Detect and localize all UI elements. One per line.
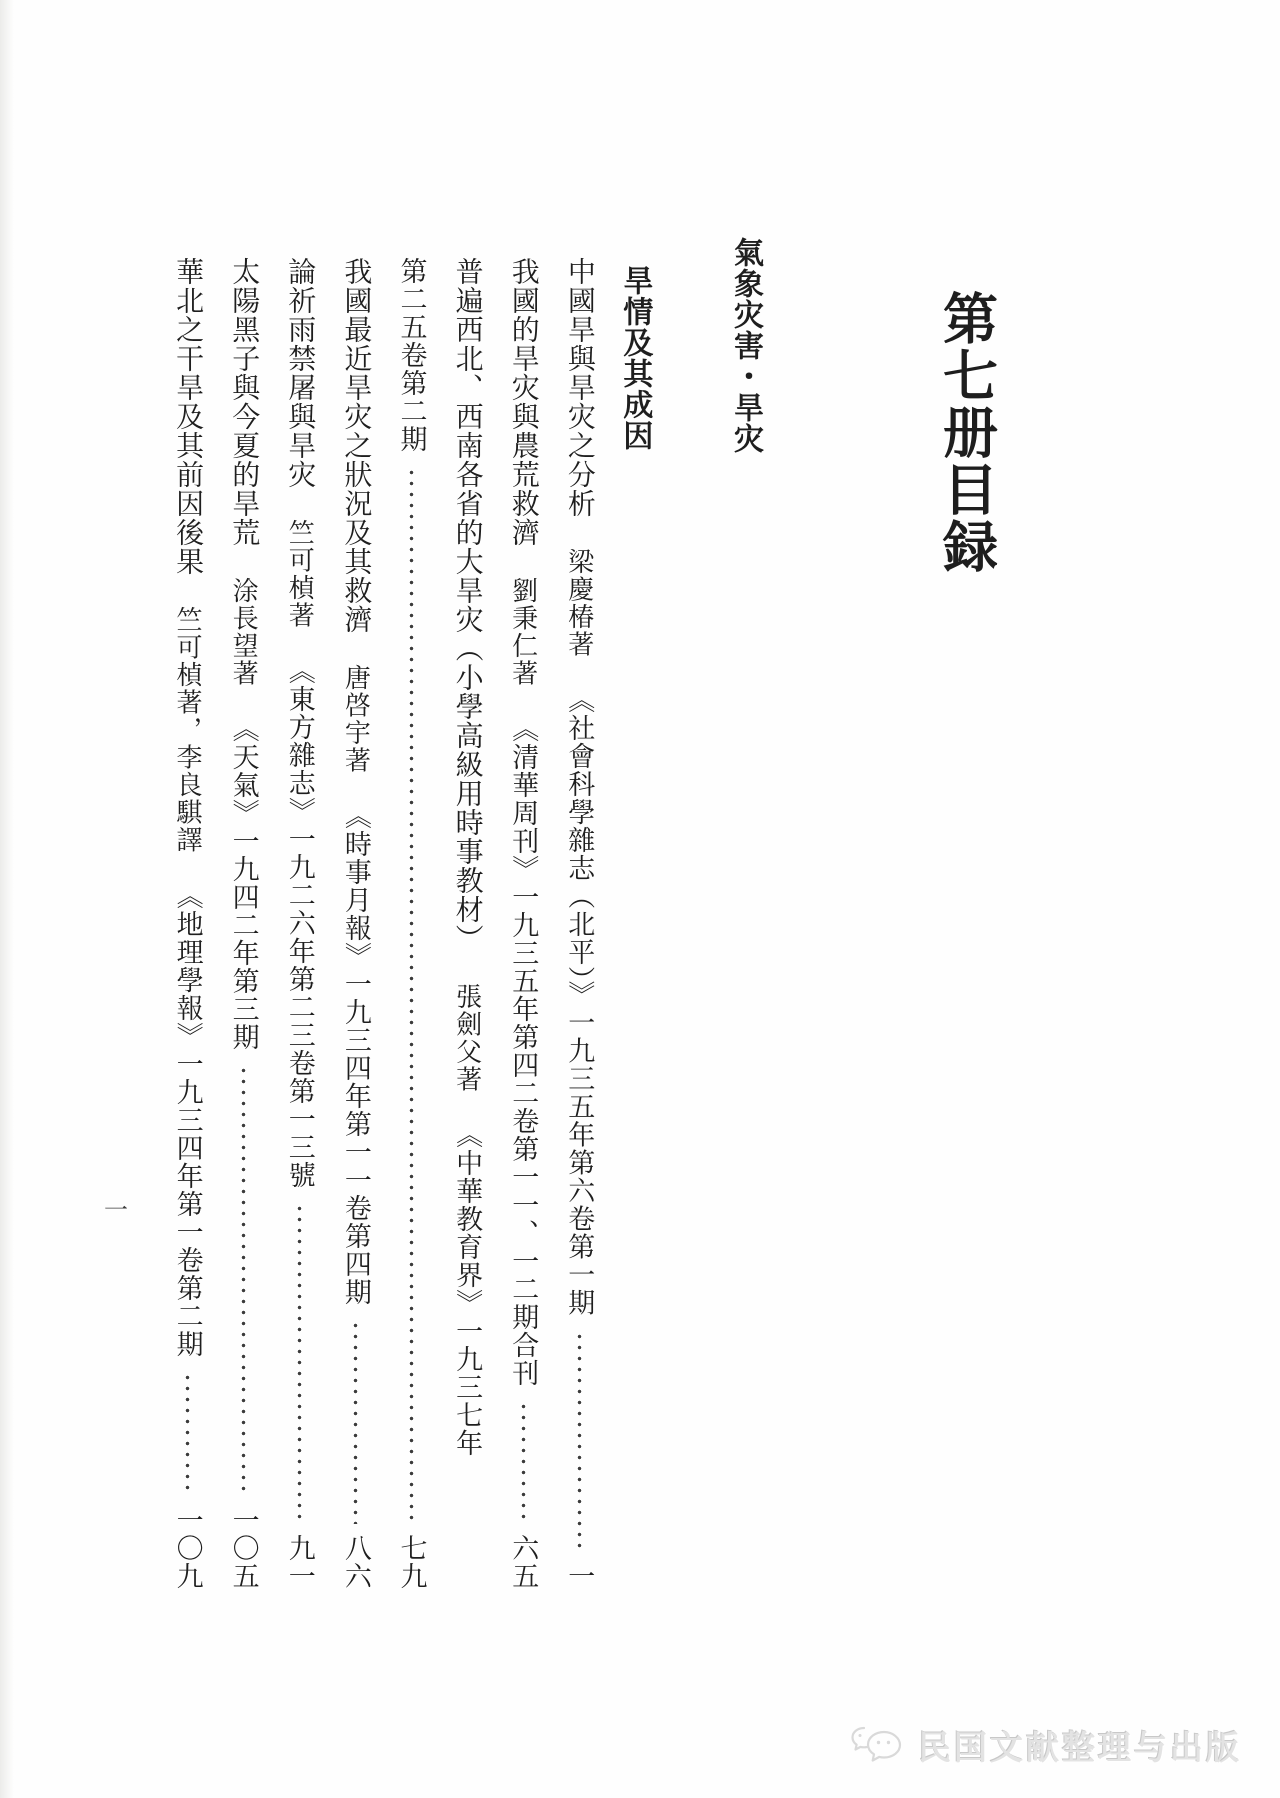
toc-entry-continuation (397, 237, 425, 1590)
dot-leader (353, 1320, 358, 1524)
toc-entry (452, 237, 481, 1590)
entry-title: 普遍西北、西南各省的大旱灾（小學高級用時事教材） (451, 257, 483, 953)
entry-author: 梁慶椿著 (564, 548, 594, 658)
entry-title: 論祈雨禁屠與旱灾 (284, 257, 316, 489)
section-header: 氣象灾害・旱灾 (729, 237, 762, 454)
dot-leader (241, 1065, 246, 1496)
dot-leader (409, 467, 414, 1524)
entry-source: 《社會科學雜志（北平）》一九三五年第六卷第一期 (564, 686, 595, 1317)
entry-page-number: 一〇九 (172, 1506, 203, 1590)
entry-author: 張劍父著 (452, 983, 482, 1093)
folio-page-number: 一 (104, 1198, 128, 1224)
entry-source: 《中華教育界》一九三七年 (452, 1121, 483, 1457)
dot-leader (577, 1331, 582, 1553)
toc-entry (285, 237, 314, 1590)
entry-title: 華北之干旱及其前因後果 (172, 257, 204, 576)
volume-title: 第七册目録 (935, 290, 996, 575)
entry-title: 我國最近旱灾之狀況及其救濟 (340, 257, 372, 634)
entry-page-number: 八六 (340, 1534, 371, 1590)
watermark-text: 民国文献整理与出版 (918, 1729, 1242, 1766)
entry-source-continuation: 第二五卷第二期 (396, 257, 427, 453)
chat-bubbles-logo (850, 1724, 908, 1768)
entry-page-number: 一〇五 (228, 1506, 259, 1590)
entry-source: 《清華周刊》一九三五年第四二卷第一一、一二期合刊 (508, 715, 539, 1387)
entry-author: 涂長望著 (229, 577, 259, 687)
dot-leader (521, 1401, 526, 1524)
toc-entry (229, 237, 258, 1590)
entry-page-number: 六五 (508, 1534, 539, 1590)
entry-source: 《地理學報》一九三四年第一卷第二期 (172, 881, 203, 1358)
subsection-header: 旱情及其成因 (618, 265, 652, 451)
entry-page-number: 七九 (396, 1534, 427, 1590)
entry-source: 《時事月報》一九三四年第一一卷第四期 (340, 802, 371, 1306)
entry-author: 唐啓宇著 (341, 664, 371, 774)
entry-author: 劉秉仁著 (508, 577, 538, 687)
toc-entry (509, 237, 538, 1590)
entry-page-number: 九一 (284, 1534, 315, 1590)
dot-leader (297, 1203, 302, 1524)
toc-entry (173, 237, 202, 1590)
entry-title: 太陽黑子與今夏的旱荒 (228, 257, 260, 547)
toc-content (172, 237, 996, 1590)
entry-source: 《東方雜志》一九二六年第二三卷第一三號 (284, 657, 315, 1189)
entry-source: 《天氣》一九四二年第三期 (228, 715, 259, 1051)
entry-title: 我國的旱灾與農荒救濟 (507, 257, 539, 547)
entry-title: 中國旱與旱灾之分析 (563, 257, 595, 518)
dot-leader (185, 1372, 190, 1497)
publisher-watermark (850, 1722, 1242, 1769)
entry-page-number: 一 (564, 1562, 595, 1590)
toc-entry (565, 237, 594, 1590)
toc-entry (341, 237, 370, 1590)
entry-author: 竺可楨著，李良騏譯 (173, 606, 203, 854)
entry-author: 竺可楨著 (285, 519, 315, 629)
